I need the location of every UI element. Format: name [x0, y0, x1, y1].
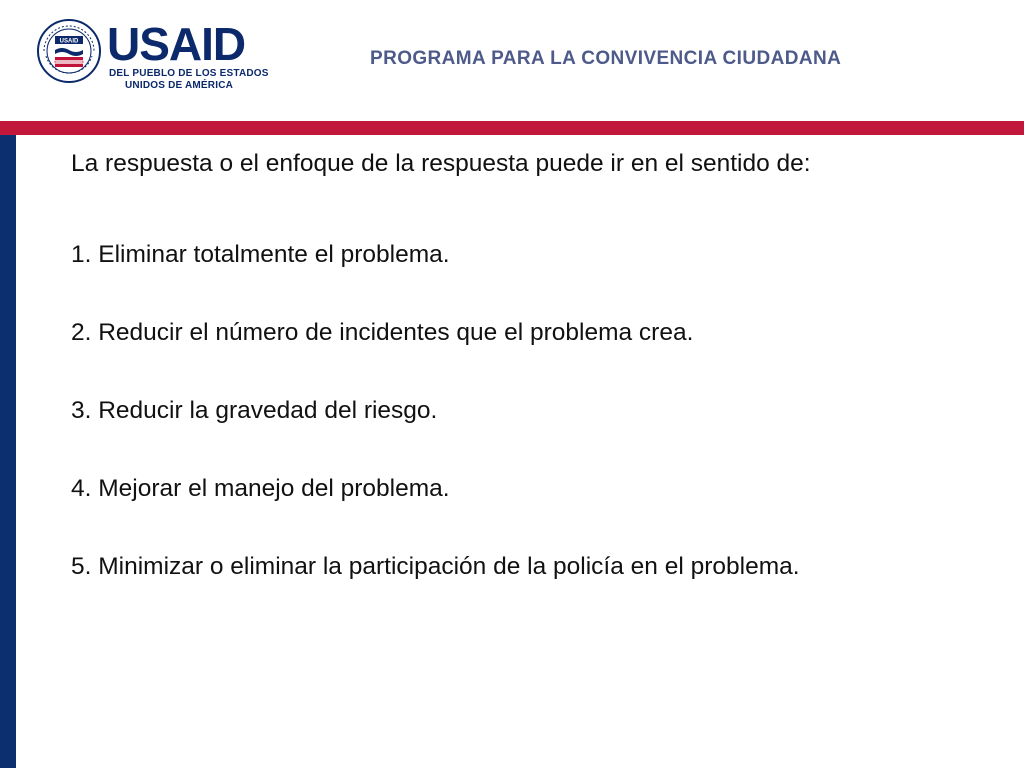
header-red-band: [0, 121, 1024, 135]
list-item: 5. Minimizar o eliminar la participación de la policía en el problema.: [71, 553, 800, 580]
usaid-tagline-line2: UNIDOS DE AMÉRICA: [125, 80, 234, 91]
slide-body: [71, 148, 921, 629]
seal-label: USAID: [59, 38, 79, 45]
intro-text: La respuesta o el enfoque de la respuesta puede ir en el sentido de:: [71, 150, 811, 177]
usaid-wordmark-text: USAID: [107, 18, 246, 70]
usaid-tagline-line1: DEL PUEBLO DE LOS ESTADOS: [109, 68, 269, 79]
list-item: 2. Reducir el número de incidentes que el problema crea.: [71, 319, 694, 346]
program-title: PROGRAMA PARA LA CONVIVENCIA CIUDADANA: [370, 48, 842, 69]
list-item: 4. Mejorar el manejo del problema.: [71, 475, 450, 502]
usaid-seal-icon: [36, 18, 102, 84]
list-item: 3. Reducir la gravedad del riesgo.: [71, 397, 438, 424]
usaid-wordmark: [107, 18, 269, 92]
left-blue-band: [0, 135, 16, 768]
list-item: 1. Eliminar totalmente el problema.: [71, 241, 450, 268]
slide-header: [0, 0, 1024, 120]
